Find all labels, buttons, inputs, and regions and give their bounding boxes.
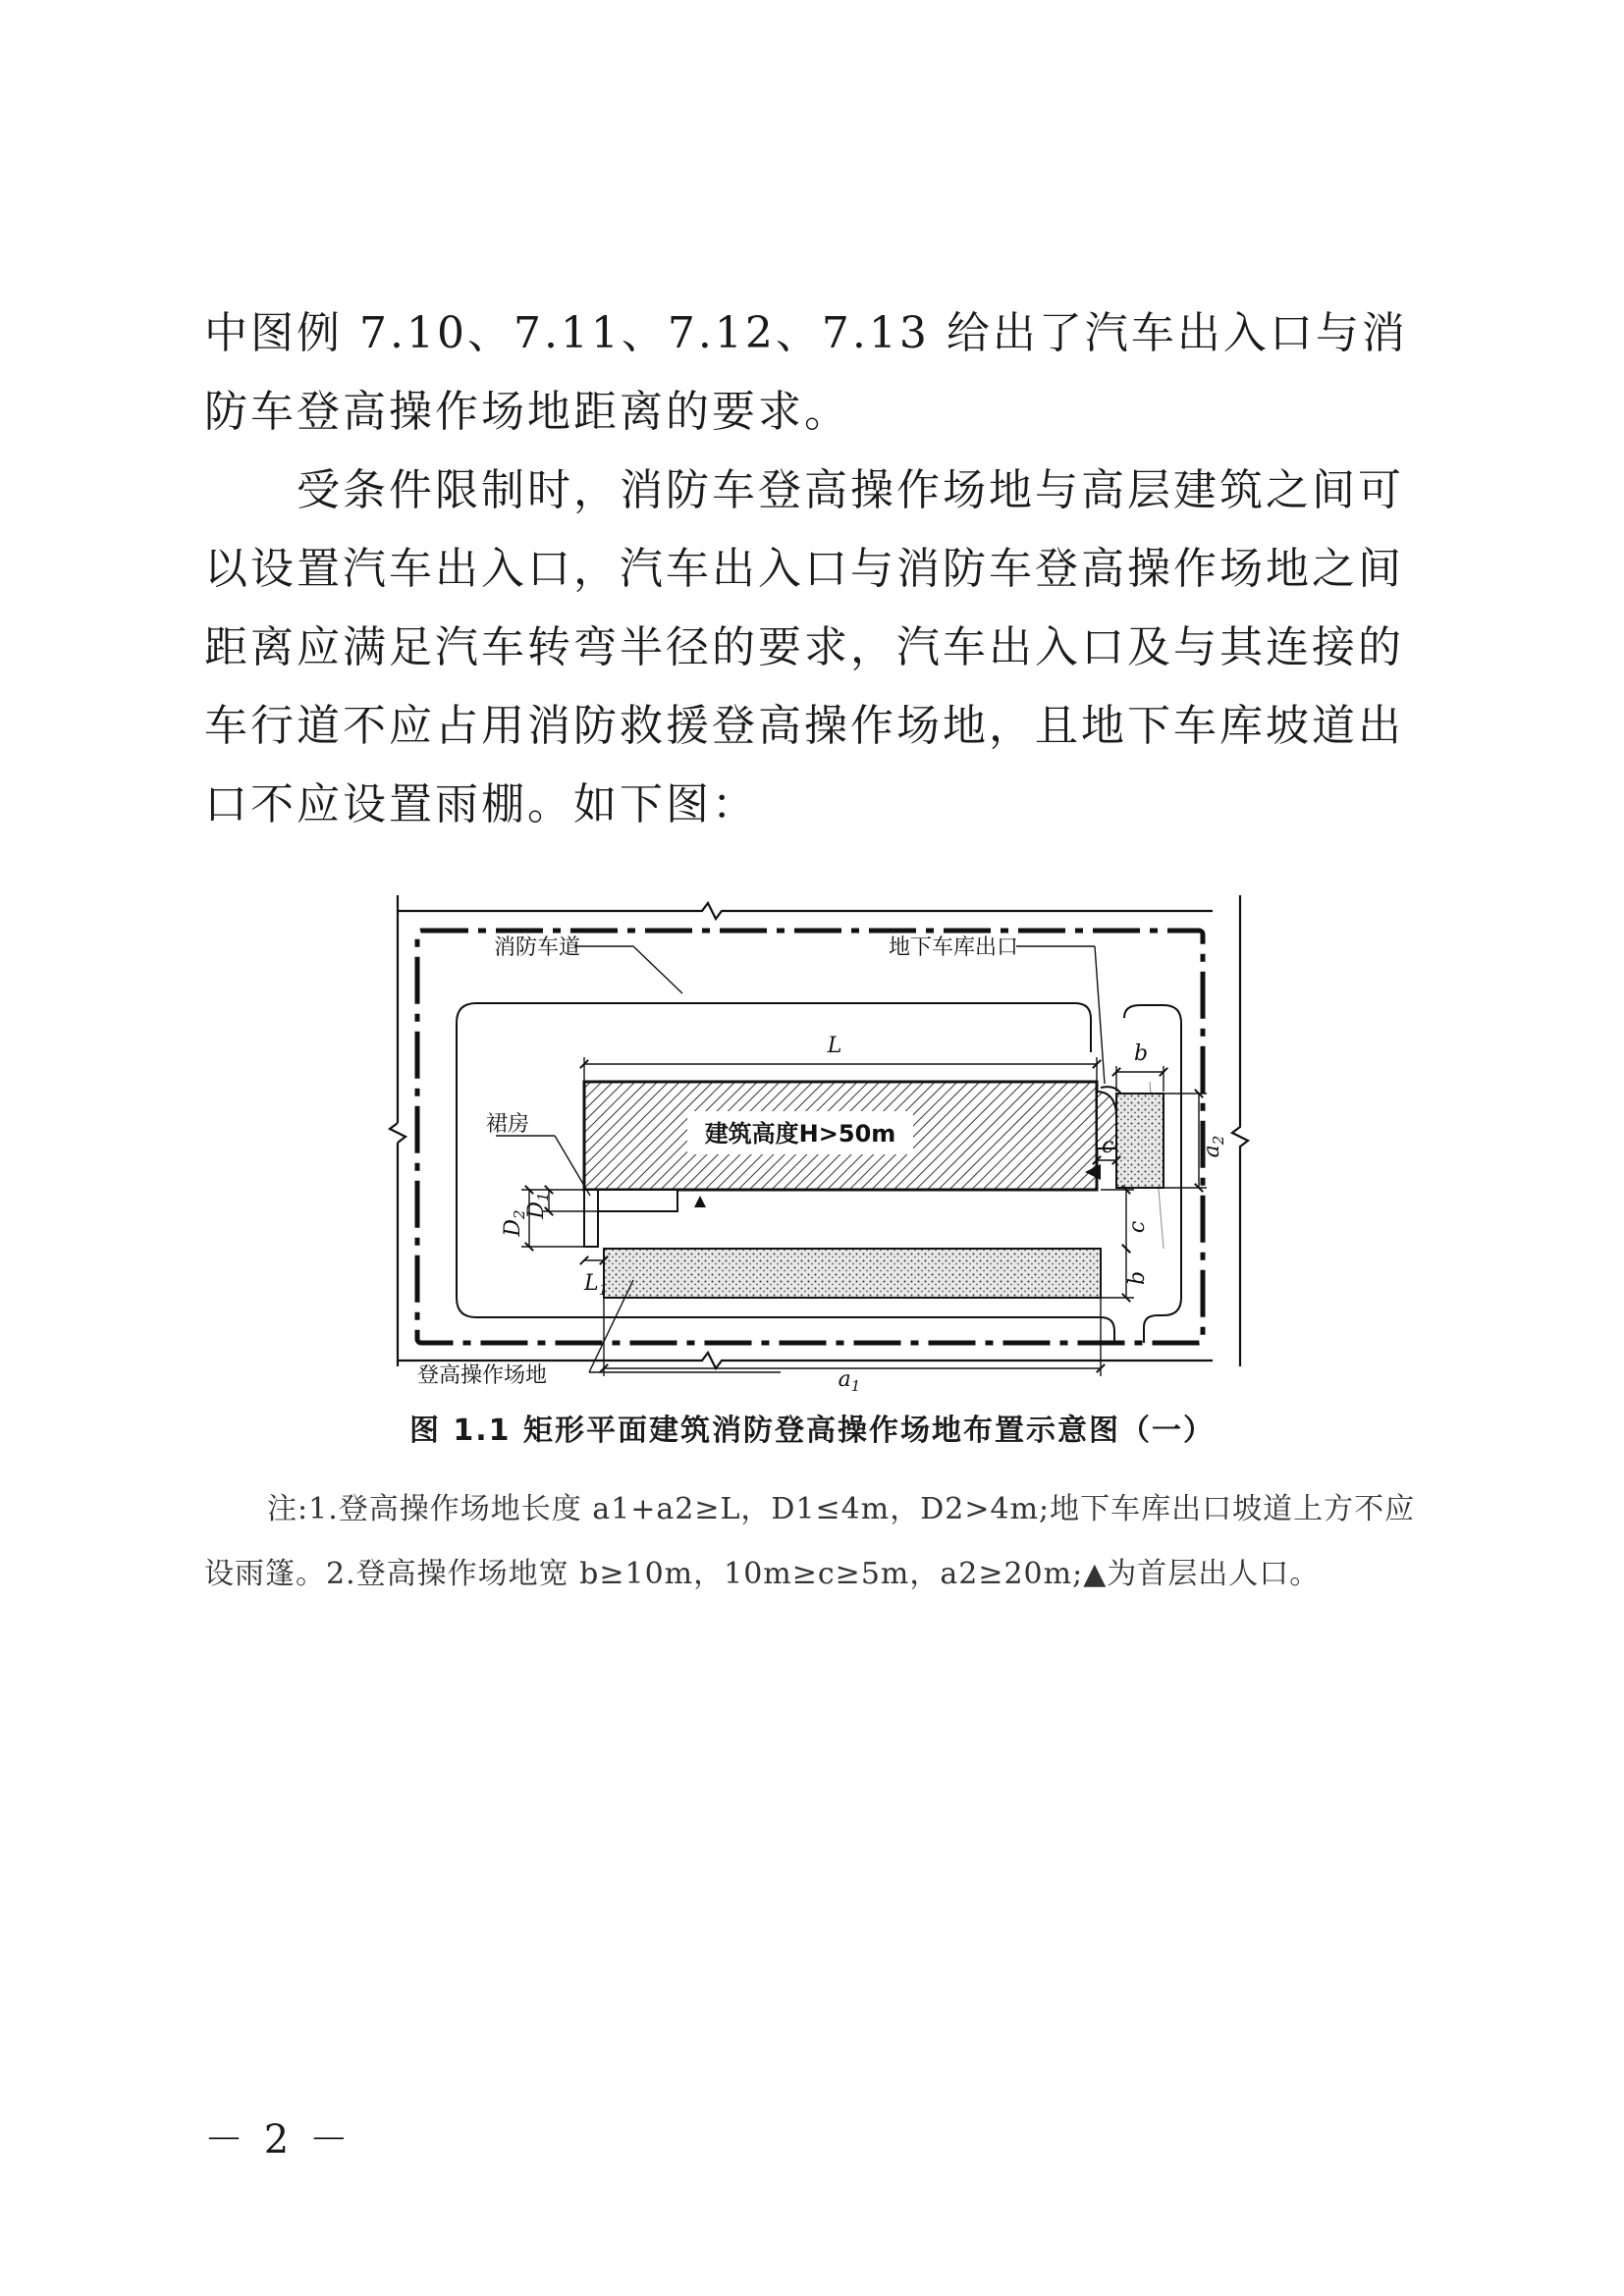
figure-note: 注:1.登高操作场地长度 a1+a2≥L，D1≤4m，D2>4m;地下车库出口坡道上方不应设雨篷。2.登高操作场地宽 b≥10m，10m≥c≥5m，a2≥20m;▲为首层出人口。 xyxy=(204,1492,1416,1591)
dim-a1: $a_1$ xyxy=(838,1367,861,1394)
dim-c-side xyxy=(1125,1221,1150,1233)
svg-text:D1: $D_1$ xyxy=(524,1192,552,1219)
dim-D1 xyxy=(524,1192,552,1219)
svg-text:b: b xyxy=(1125,1270,1150,1286)
podium-wall xyxy=(584,1190,598,1247)
podium-label: 裙房 xyxy=(486,1112,530,1137)
fire-lane-label: 消防车道 xyxy=(494,935,581,960)
garage-exit-label: 地下车库出口 xyxy=(889,935,1019,960)
dim-b-side xyxy=(1125,1271,1150,1285)
svg-text:a2: $a_2$ xyxy=(1200,1135,1227,1158)
svg-text:D2: $D_2$ xyxy=(501,1209,528,1237)
paragraph-2: 受条件限制时，消防车登高操作场地与高层建筑之间可以设置汽车出入口，汽车出入口与消防车登高操作场地之间距离应满足汽车转弯半径的要求，汽车出入口及与其连接的车行道不应占用消防救援登高操作场地，且地下车库坡道出口不应设置雨棚。如下图： xyxy=(204,465,1404,829)
site-layout-figure xyxy=(388,895,1252,1394)
building-height-label: 建筑高度H>50m xyxy=(704,1120,896,1148)
entrance-marker-south xyxy=(694,1196,706,1207)
platform-a1 xyxy=(604,1249,1101,1298)
dim-b-top: b xyxy=(1134,1041,1149,1066)
platform-label: 登高操作场地 xyxy=(417,1363,548,1388)
svg-text:c: c xyxy=(1125,1220,1150,1234)
dim-L1: $L_1$ xyxy=(584,1271,609,1299)
dim-c-top: c xyxy=(1102,1134,1114,1158)
dim-L: L xyxy=(827,1034,842,1058)
paragraph-1: 中图例 7.10、7.11、7.12、7.13 给出了汽车出入口与消防车登高操作场地距离的要求。 xyxy=(204,308,1408,437)
figure-caption: 图 1.1 矩形平面建筑消防登高操作场地布置示意图（一） xyxy=(408,1414,1216,1448)
platform-a2 xyxy=(1116,1094,1164,1188)
page-number: － 2 － xyxy=(204,2117,352,2163)
